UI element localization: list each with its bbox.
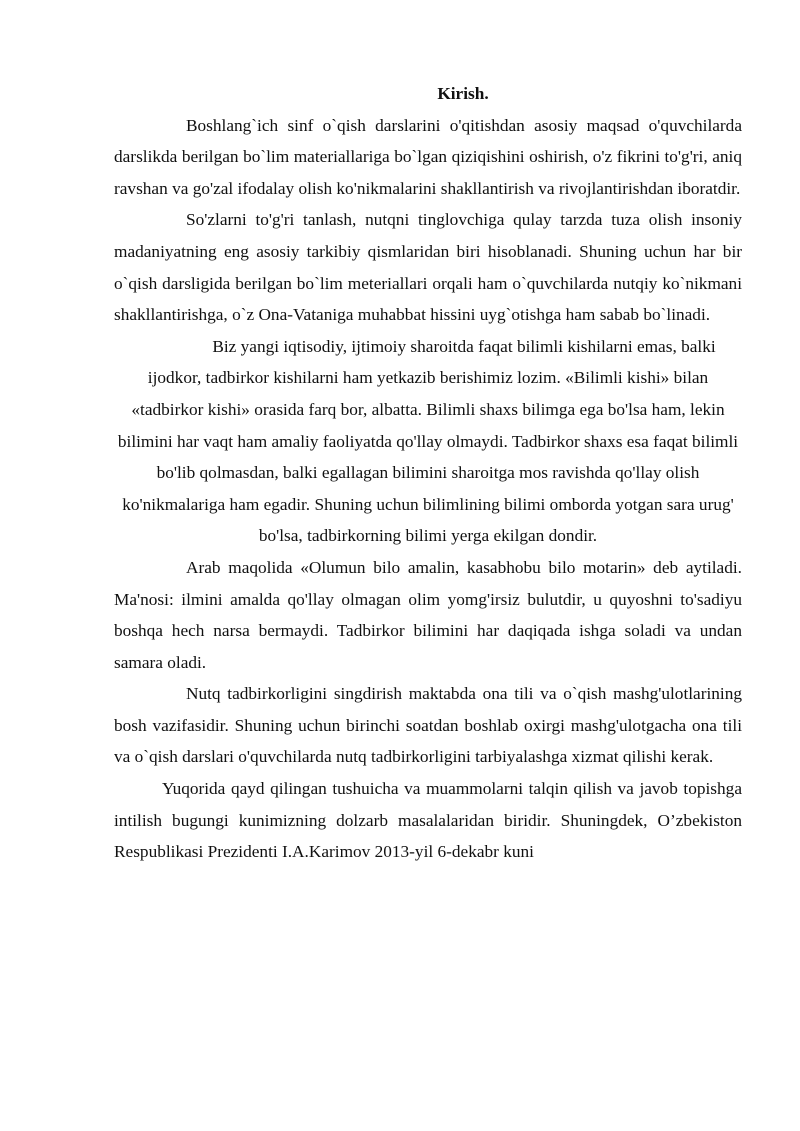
paragraph-6: Yuqorida qayd qilingan tushuicha va muammolarni talqin qilish va javob topishga intilish bugungi kunimizning dolzarb masalalaridan biridir. Shuningdek, O’zbekiston Respublikasi Prezidenti I.A.Karimov 2013-yil 6-dekabr kuni [114,779,742,862]
document-page [114,78,742,868]
page-title: Kirish. [437,84,489,103]
paragraph-5: Nutq tadbirkorligini singdirish maktabda ona tili va o`qish mashg'ulotlarining bosh vazifasidir. Shuning uchun birinchi soatdan boshlab oxirgi mashg'ulotgacha ona tili va o`qish darslari o'quvchilarda nutq tadbirkorligini tarbiyalashga xizmat qilishi kerak. [114,684,742,767]
paragraph-2: So'zlarni to'g'ri tanlash, nutqni tinglovchiga qulay tarzda tuza olish insoniy madaniyatning eng asosiy tarkibiy qismlaridan biri hisoblanadi. Shuning uchun har bir o`qish darsligida berilgan bo`lim meteriallari orqali ham o`quvchilarda nutqiy ko`nikmani shakllantirishga, o`z Ona-Vataniga muhabbat hissini uyg`otishga ham sabab bo`linadi. [114,210,742,325]
paragraph-3: Biz yangi iqtisodiy, ijtimoiy sharoitda faqat bilimli kishilarni emas, balki ijodkor, tadbirkor kishilarni ham yetkazib berishimiz lozim. «Bilimli kishi» bilan «tadbirkor kishi» orasida farq bor, albatta. Bilimli shaxs bilimga ega bo'lsa ham, lekin bilimini har vaqt ham amaliy faoliyatda qo'llay olmaydi. Tadbirkor shaxs esa faqat bilimli bo'lib qolmasdan, balki egallagan bilimini sharoitga mos ravishda qo'llay olish ko'nikmalariga ham egadir. Shuning uchun bilimlining bilimi omborda yotgan sara urug' bo'lsa, tadbirkorning bilimi yerga ekilgan dondir. [117,336,739,546]
paragraph-1: Boshlang`ich sinf o`qish darslarini o'qitishdan asosiy maqsad o'quvchilarda darslikda berilgan bo`lim materiallariga bo`lgan qiziqishini oshirish, o'z fikrini to'g'ri, aniq ravshan va go'zal ifodalay olish ko'nikmalarini shakllantirish va rivojlantirishdan iboratdir. [114,115,742,198]
paragraph-4: Arab maqolida «Olumun bilo amalin, kasabhobu bilo motarin» deb aytiladi. Ma'nosi: ilmini amalda qo'llay olmagan olim yomg'irsiz bulutdir, u quyoshni to'sadiyu boshqa hech narsa bermaydi. Tadbirkor bilimini har daqiqada ishga soladi va undan samara oladi. [114,557,742,672]
